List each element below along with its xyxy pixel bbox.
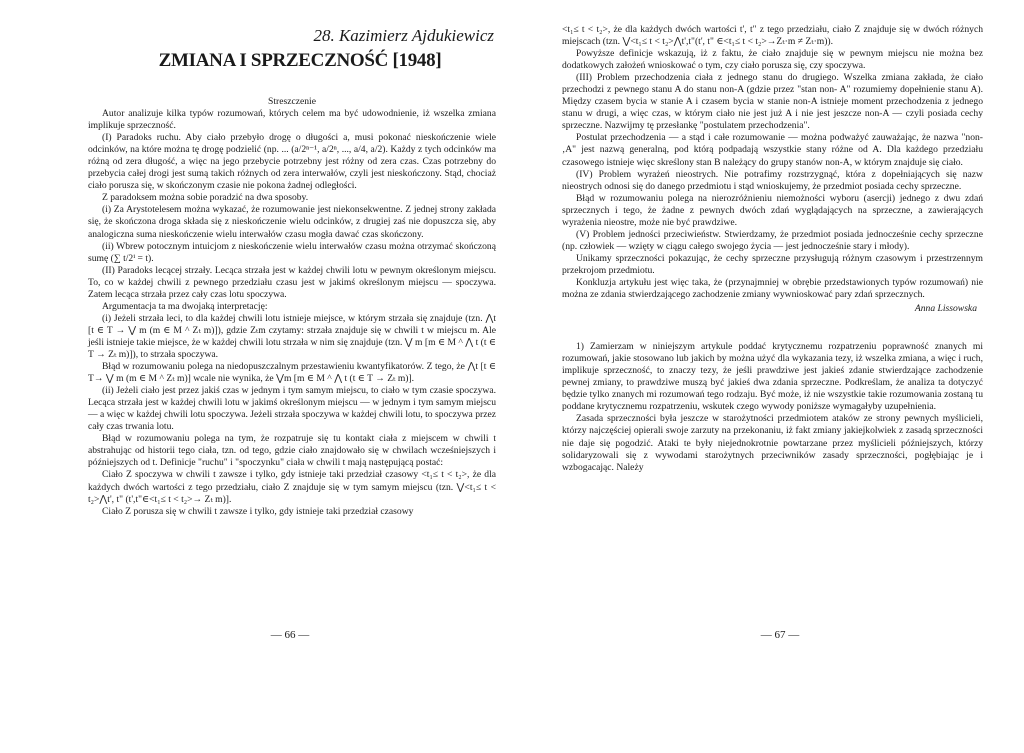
paragraph: (V) Problem jedności przeciwieństw. Stwierdzamy, że przedmiot posiada jednocześnie cechy sprzeczne (np. człowiek — wzięty w ciągu całego swojego życia — jest jednocześnie stary i młody). — [562, 228, 983, 252]
paragraph: Błąd w rozumowaniu polega na nierozróżnieniu niemożności wyboru (asercji) jednego z dwu zdań sprzecznych i tego, że żadne z pewnych dwóch zdań wyglądających na sprzeczne, a zawierających wyrażenia nieostre, może nie być prawdziwe. — [562, 192, 983, 228]
paragraph: Autor analizuje kilka typów rozumowań, których celem ma być udowodnienie, iż wszelka zmiana implikuje sprzeczność. — [88, 108, 496, 132]
abstract-signature: Anna Lissowska — [914, 303, 977, 315]
footnote-paragraph: Zasada sprzeczności była jeszcze w starożytności przedmiotem ataków ze strony pewnych myślicieli, którzy najczęściej opierali swoje zarzuty na przekonaniu, iż fakt zmiany jakiejkolwiek z zasadą sprzeczności nie daje się pogodzić. Ataki te były niejednokrotnie powtarzane przez myślicieli późniejszych, którzy solidaryzowali się z wywodami starożytnych przeciwników zasady sprzeczności, pogłębiając je i wzbogacając. Należy — [562, 413, 983, 473]
section-gap — [562, 315, 983, 341]
paragraph: Powyższe definicje wskazują, iż z faktu, że ciało znajduje się w pewnym miejscu nie można bez dodatkowych założeń wnioskować o tym, czy ciało porusza się, czy spoczywa. — [562, 48, 983, 72]
paragraph: Błąd w rozumowaniu polega na niedopuszczalnym przestawieniu kwantyfikatorów. Z tego, że ⋀t [t ∈ T→ ⋁ m (m ∈ M ^ Zₜ m)] wcale nie wynika, że ⋁m [m ∈ M ^ ⋀ t (t ∈ T → Zₜ m)]. — [88, 361, 496, 385]
footnote-paragraph: 1) Zamierzam w niniejszym artykule poddać krytycznemu rozpatrzeniu poprawność znanych mi rozumowań, jakie stosowano lub jakich by można użyć dla wykazania tezy, iż wszelka zmiana, a więc i ruch, implikuje sprzeczność, to znaczy tezy, że jeśli prawdziwe jest jakieś zdanie stwierdzające zachodzenie pewnej zmiany, to prawdziwe muszą być jakieś dwa zdania sprzeczne. Podkreślam, że analiza ta dotyczyć będzie tylko znanych mi rozumowań tego rodzaju. Być może, iż nie wszystkie takie rozumowania zostaną tu poddane krytycznemu rozpatrzeniu, wskutek czego wywody poniższe wymagałyby uzupełnienia. — [562, 341, 983, 413]
paragraph: (I) Paradoks ruchu. Aby ciało przebyło drogę o długości a, musi pokonać nieskończenie wiele odcinków, na które można tę drogę podzielić (np. ... (a/2ⁿ⁻¹, a/2ⁿ, ..., a/4, a/2). Każdy z tych odcinków ma różną od zera długość, a więc na jego przebycie potrzebny jest różny od zera czas. Czas potrzebny do przebycia całej drogi jest sumą takich różnych od zera interwałów, czyli jest nieskończony. Stąd, chociaż ciało porusza się, w skończonym czasie nie pokona żadnej odległości. — [88, 132, 496, 192]
paragraph: (ii) Wbrew potocznym intuicjom z nieskończenie wielu interwałów czasu można otrzymać skończoną sumę (∑ t/2ⁱ = t). — [88, 240, 496, 264]
author-heading: 28. Kazimierz Ajdukiewicz — [313, 26, 494, 45]
paragraph: (i) Za Arystotelesem można wykazać, że rozumowanie jest niekonsekwentne. Z jednej strony zakłada się, że skończona droga składa się z nieskończenie wielu odcinków, z drugiej zaś nie dopuszcza się, aby analogiczna suma nieskończenie wielu interwałów czasu mogła dawać czas skończony. — [88, 204, 496, 240]
paragraph: (ii) Jeżeli ciało jest przez jakiś czas w jednym i tym samym miejscu, to ciało w tym czasie spoczywa. Lecąca strzała jest w każdej chwili lotu w jakimś określonym miejscu — w jednym i tym samym miejscu — a więc w każdej chwili lotu spoczywa. Jeżeli strzała spoczywa w każdej chwili lotu, to spoczywa przez cały czas trwania lotu. — [88, 385, 496, 433]
page-number-right: — 67 — — [760, 629, 800, 641]
paragraph: Postulat przechodzenia — a stąd i całe rozumowanie — można podważyć zauważając, że nazwa "non-‚A" jest nazwą generalną, pod którą podpadają wszystkie stany różne od A. Dla każdego przedziału czasowego istnieje więc skreślony stan B należący do grupy stanów non-A, w którym znajduje się ciało. — [562, 132, 983, 168]
paragraph: Błąd w rozumowaniu polega na tym, że rozpatruje się tu kontakt ciała z miejscem w chwili t abstrahując od historii tego ciała, tzn. od tego, gdzie ciało znajdowało się w chwilach wcześniejszych i późniejszych od t. Definicje "ruchu" i "spoczynku" ciała w chwili t mają następującą postać: — [88, 433, 496, 469]
paragraph: (IV) Problem wyrażeń nieostrych. Nie potrafimy rozstrzygnąć, która z dopełniających się nazw nieostrych odnosi się do danego przedmiotu i stąd wnioskujemy, że przedmiot posiada cechy sprzeczne. — [562, 168, 983, 192]
paragraph: <t₁≤ t < t₂>, że dla każdych dwóch wartości t', t" z tego przedziału, ciało Z znajduje się w dwóch różnych miejscach (tzn. ⋁<t₁≤ t < t₂>⋀t',t"(t', t" ∈<t₁≤ t < t₂>→Zₜ·m ≠ Zₜ·m)). — [562, 24, 983, 48]
paragraph: Konkluzja artykułu jest więc taka, że (przynajmniej w obrębie przedstawionych typów rozumowań) nie można ze zdania stwierdzającego zachodzenie zmiany wywnioskować pary zdań sprzecznych. — [562, 276, 983, 301]
paragraph: (i) Jeżeli strzała leci, to dla każdej chwili lotu istnieje miejsce, w którym strzała się znajduje (tzn. ⋀t [t ∈ T → ⋁ m (m ∈ M ^ Zₜ m)]), gdzie Zₜm czytamy: strzała znajduje się w chwili t w miejscu m. Ale jeśli istnieje takie miejsce, że w każdej chwili lotu strzała w nim się znajduje (tzn. ⋁ m [m ∈ M ^ ⋀ t (t ∈ T → Zₜ m)]), to strzała spoczywa. — [88, 312, 496, 360]
paragraph: Ciało Z porusza się w chwili t zawsze i tylko, gdy istnieje taki przedział czasowy — [102, 505, 414, 517]
paragraph: Unikamy sprzeczności pokazując, że cechy sprzeczne przysługują różnym czasowym i przestrzennym przekrojom przedmiotu. — [562, 252, 983, 276]
paragraph: (II) Paradoks lecącej strzały. Lecąca strzała jest w każdej chwili lotu w pewnym określonym miejscu. To, co w każdej chwili z pewnego przedziału czasu jest w jakimś określonym miejscu — spoczywa. Zatem lecąca strzała przez cały czas lotu spoczywa. — [88, 264, 496, 300]
paragraph: (III) Problem przechodzenia ciała z jednego stanu do drugiego. Wszelka zmiana zakłada, że ciało przechodzi z pewnego stanu A do stanu non-A (gdzie przez "stan non- A" rozumiemy dopełnienie stanu A). Między czasem bycia w stanie A i czasem bycia w stanie non-A istnieje moment przechodzenia z jednego stanu w drugi, a więc czas, w którym ciało nie jest już A i nie jest jeszcze non-A — czyli posiada cechy sprzeczne. Nazwijmy tę przesłankę "postulatem przechodzenia". — [562, 72, 983, 132]
right-text-column — [562, 24, 983, 474]
right-page — [512, 0, 1024, 753]
article-title: ZMIANA I SPRZECZNOŚĆ [1948] — [158, 50, 442, 71]
left-text-column — [88, 96, 496, 518]
abstract-heading: Streszczenie — [268, 96, 316, 107]
paragraph: Argumentacja ta ma dwojaką interpretację: — [102, 300, 268, 312]
paragraph: Z paradoksem można sobie poradzić na dwa sposoby. — [102, 192, 309, 204]
footnote-block — [562, 341, 983, 474]
paragraph: Ciało Z spoczywa w chwili t zawsze i tylko, gdy istnieje taki przedział czasowy <t₁≤ t < t₂>, że dla każdych dwóch wartości z tego przedziału, ciało Z znajduje się w tym samym miejscu (tzn. ⋁<t₁≤ t < t₂>⋀t', t" (t',t"∈<t₁≤ t < t₂>→ Zₜ m)]. — [88, 469, 496, 505]
page-number-left: — 66 — — [270, 629, 310, 641]
